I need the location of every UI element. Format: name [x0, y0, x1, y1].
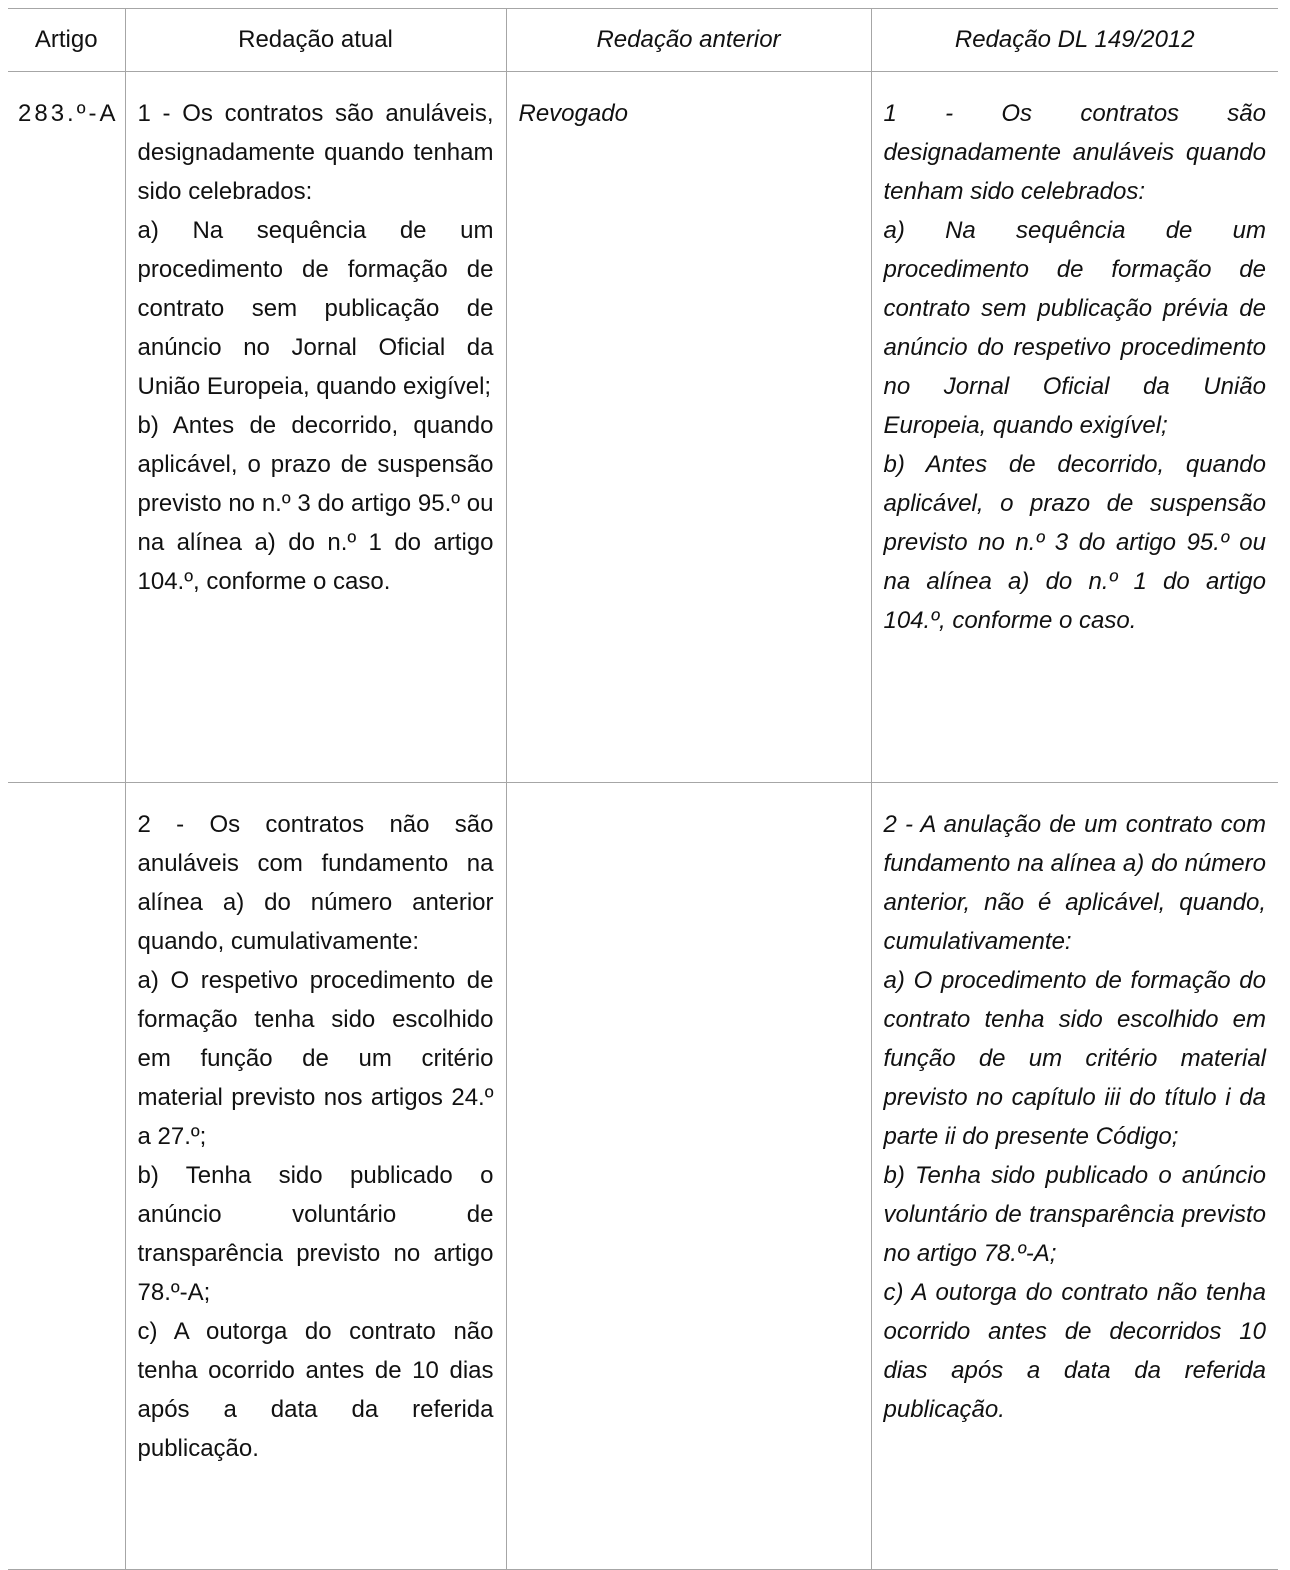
paragraph: a) Na sequência de um procedimento de formação de contrato sem publicação de anúncio no Jornal Oficial da União Europeia, quando exigível; [137, 217, 494, 400]
redacao-anterior-cell [506, 72, 871, 783]
header-redacao-anterior: Redação anterior [506, 9, 871, 72]
artigo-cell [8, 72, 125, 783]
paragraph: Revogado [518, 100, 628, 127]
comparison-table [8, 8, 1278, 1570]
paragraph: a) O procedimento de formação do contrato tenha sido escolhido em função de um critério material previsto no capítulo iii do título i da parte ii do presente Código; [883, 967, 1266, 1150]
paragraph: b) Antes de decorrido, quando aplicável, o prazo de suspensão previsto no n.º 3 do artigo 95.º ou na alínea a) do n.º 1 do artigo 104.º, conforme o caso. [883, 451, 1266, 634]
redacao-anterior-cell [506, 783, 871, 1570]
header-artigo: Artigo [8, 9, 125, 72]
paragraph: 1 - Os contratos são anuláveis, designadamente quando tenham sido celebrados: [137, 100, 494, 205]
header-row [8, 9, 1278, 72]
artigo-number: 283.º-A [18, 100, 119, 127]
paragraph: 1 - Os contratos são designadamente anuláveis quando tenham sido celebrados: [883, 100, 1266, 205]
table-row [8, 72, 1278, 783]
header-redacao-atual: Redação atual [125, 9, 506, 72]
table-row [8, 783, 1278, 1570]
paragraph: b) Antes de decorrido, quando aplicável, o prazo de suspensão previsto no n.º 3 do artigo 95.º ou na alínea a) do n.º 1 do artigo 104.º, conforme o caso. [137, 412, 494, 595]
redacao-atual-cell [125, 72, 506, 783]
header-redacao-dl: Redação DL 149/2012 [871, 9, 1278, 72]
paragraph: c) A outorga do contrato não tenha ocorrido antes de decorridos 10 dias após a data da referida publicação. [883, 1279, 1266, 1423]
paragraph: 2 - A anulação de um contrato com fundamento na alínea a) do número anterior, não é aplicável, quando, cumulativamente: [883, 811, 1266, 955]
paragraph: b) Tenha sido publicado o anúncio voluntário de transparência previsto no artigo 78.º-A; [137, 1162, 494, 1306]
redacao-dl-cell [871, 72, 1278, 783]
artigo-cell [8, 783, 125, 1570]
paragraph: c) A outorga do contrato não tenha ocorrido antes de 10 dias após a data da referida publicação. [137, 1318, 494, 1462]
redacao-dl-cell [871, 783, 1278, 1570]
paragraph: b) Tenha sido publicado o anúncio voluntário de transparência previsto no artigo 78.º-A; [883, 1162, 1266, 1267]
paragraph: a) Na sequência de um procedimento de formação de contrato sem publicação prévia de anúncio do respetivo procedimento no Jornal Oficial da União Europeia, quando exigível; [883, 217, 1266, 439]
paragraph: a) O respetivo procedimento de formação tenha sido escolhido em função de um critério material previsto nos artigos 24.º a 27.º; [137, 967, 494, 1150]
redacao-atual-cell [125, 783, 506, 1570]
paragraph: 2 - Os contratos não são anuláveis com fundamento na alínea a) do número anterior quando, cumulativamente: [137, 811, 494, 955]
